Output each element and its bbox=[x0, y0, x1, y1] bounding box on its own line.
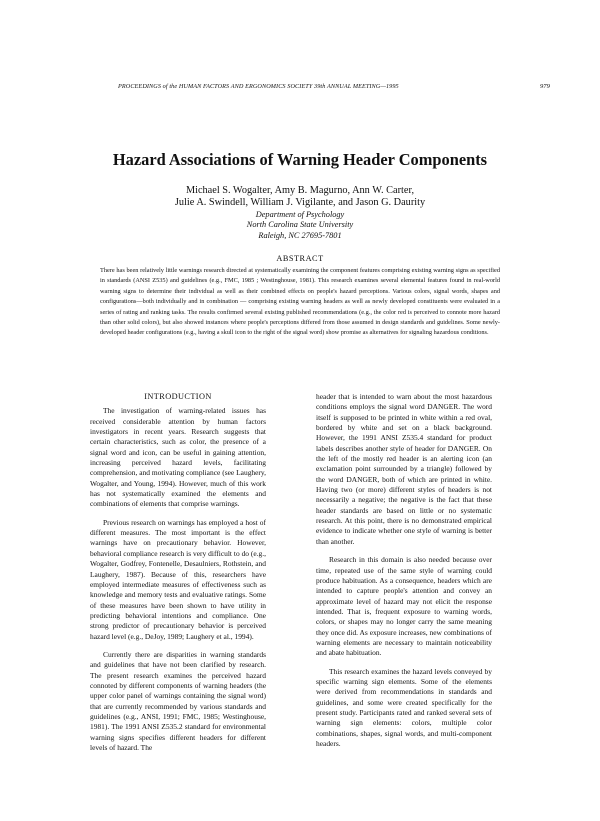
affiliation bbox=[0, 210, 600, 241]
paragraph: This research examines the hazard levels conveyed by specific warning sign elements. Some of the elements were derived from recommendations in standards and guidelines, and some were created specifically for the present study. Participants rated and ranked several sets of warning sign elements: colors, multiple color combinations, shapes, signal words, and multi-component headers. bbox=[316, 666, 492, 748]
author-list bbox=[0, 185, 600, 208]
left-column bbox=[90, 392, 266, 753]
affiliation-university: North Carolina State University bbox=[246, 220, 354, 230]
section-heading-introduction: INTRODUCTION bbox=[144, 392, 212, 401]
page-number: 979 bbox=[540, 83, 550, 90]
paragraph: Research in this domain is also needed because over time, repeated use of the same style of warning could produce habituation. As a consequence, headers which are intended to capture people's attention and convey an approximate level of hazard may not elicit the response intended. That is, frequent exposure to warning words, colors, or shapes may no longer carry the same meaning they once did. As exposure increases, new combinations of warning elements are necessary to maintain noticeability and abate habituation. bbox=[316, 555, 492, 658]
paper-title: Hazard Associations of Warning Header Components bbox=[112, 150, 488, 169]
paragraph: Currently there are disparities in warning standards and guidelines that have not been clarified by research. The present research examines the perceived hazard connoted by different components of warning headers (the upper color panel of warnings containing the signal word) that are currently recommended by various standards and guidelines (e.g., ANSI, 1991; FMC, 1985; Westinghouse, 1981). The 1991 ANSI Z535.2 standard for environmental warning signs specifies different headers for different levels of hazard. The bbox=[90, 649, 266, 752]
paragraph: header that is intended to warn about the most hazardous conditions employs the signal word DANGER. The word itself is supposed to be printed in white within a red oval, bordered by white and set on a black background. However, the 1991 ANSI Z535.4 standard for product labels describes another style of header for DANGER. On the left of the mostly red header is an alerting icon (an exclamation point surrounded by a triangle) followed by the word DANGER, both of which are printed in white. Having two (or more) different styles of headers is not necessarily a negative; the negative is the fact that these header standards are based on little or no systematic research. At this point, there is no demonstrated empirical evidence to indicate whether one style of warning is better than another. bbox=[316, 392, 492, 546]
abstract bbox=[100, 266, 500, 339]
right-column bbox=[316, 392, 492, 749]
abstract-text: There has been relatively little warnings research directed at systematically examining the component features comprising existing warning signs as specified in standards (ANSI Z535) and guidelines (e.g., FMC, 1985 ; Westinghouse, 1981). This research examines several elemental features found in real-world warning signs to determine their individual as well as their combined effects on people's hazard perceptions. Various colors, signal words, shapes and configurations—both individually and in combination — comprising existing warning headers as well as newly developed constituents were evaluated in a series of rating and ranking tasks. The results confirmed several existing published recommendations (e.g., the color red is perceived to connote more hazard than other solid colors), but also showed instances where people's perceptions differed from those assumed in design standards and guidelines. Some newly-developed header configurations (e.g., having a skull icon to the right of the signal word) show promise as alternatives for signaling hazardous conditions. bbox=[100, 267, 500, 337]
affiliation-department: Department of Psychology bbox=[255, 210, 345, 219]
paragraph: Previous research on warnings has employed a host of different measures. The most important is the effect warnings have on precautionary behavior. However, behavioral compliance research is very difficult to do (e.g., Wogalter, Godfrey, Fontenelle, Desaulniers, Rothstein, and Laughery, 1987). Because of this, researchers have employed intermediate measures of effectiveness such as knowledge and memory tests and evaluative ratings. Some of these measures have been shown to have utility in predicting behavioral intentions and compliance. One strong predictor of precautionary behavior is perceived hazard level (e.g., DeJoy, 1989; Laughery et al., 1994). bbox=[90, 517, 266, 641]
author-line: Julie A. Swindell, William J. Vigilante, and Jason G. Daurity bbox=[174, 196, 426, 208]
author-line: Michael S. Wogalter, Amy B. Magurno, Ann W. Carter, bbox=[185, 185, 415, 196]
abstract-heading: ABSTRACT bbox=[276, 254, 324, 263]
running-header: PROCEEDINGS of the HUMAN FACTORS AND ERGONOMICS SOCIETY 39th ANNUAL MEETING—1995 bbox=[118, 83, 399, 90]
affiliation-address: Raleigh, NC 27695-7801 bbox=[258, 230, 342, 240]
paragraph: The investigation of warning-related issues has received considerable attention by human factors investigators in recent years. Research suggests that certain characteristics, such as color, the presence of a signal word and icon, can be useful in gaining attention, increasing perceived hazard levels, facilitating comprehension, and motivating compliance (see Laughery, Wogalter, and Young, 1994). However, much of this work has not systematically examined the elements and combinations of elements that comprise warnings. bbox=[90, 406, 266, 509]
